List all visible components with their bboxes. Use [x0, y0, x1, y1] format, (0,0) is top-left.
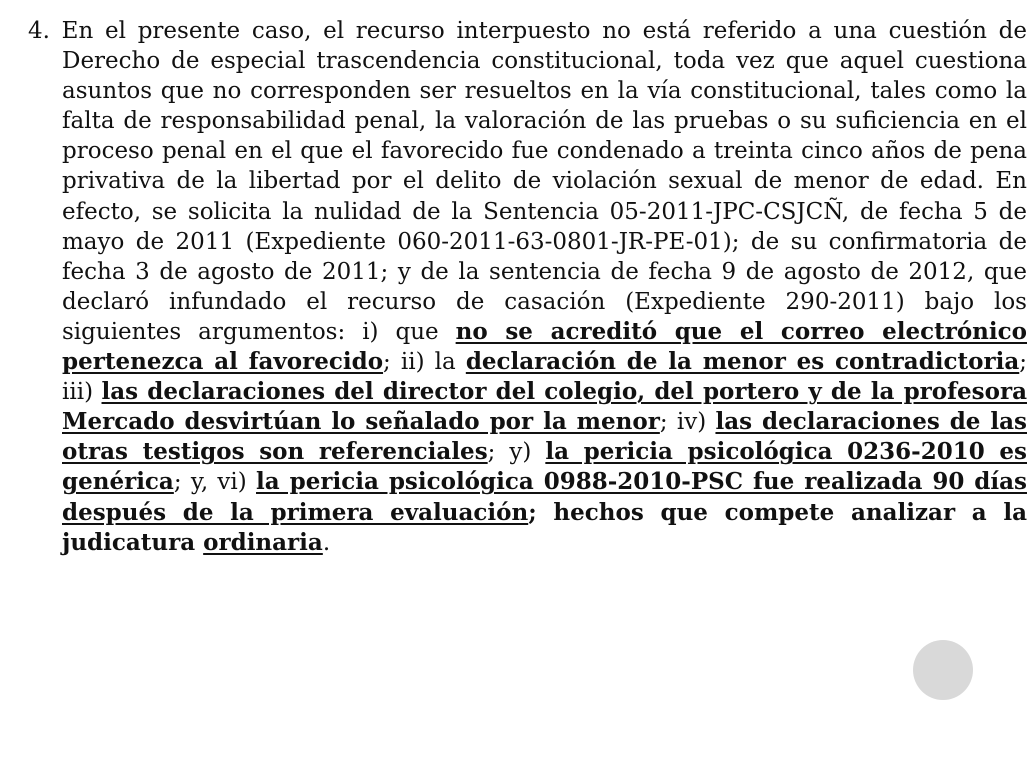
- argument-6: la pericia psicológica 0988-2010-PSC fue realizada 90 días después de la primera evaluación: [62, 468, 1027, 526]
- argument-2: declaración de la menor es contradictoria: [465, 348, 1020, 376]
- paragraph-text-2: ; ii) la: [383, 349, 466, 376]
- paragraph-text-6: ; y, vi): [173, 469, 257, 496]
- argument-1: no se acreditó que el correo electrónico pertenezca al favorecido: [62, 317, 1027, 376]
- decorative-circle: [913, 640, 973, 700]
- item-number: 4.: [28, 18, 50, 44]
- paragraph-end: .: [322, 529, 331, 556]
- argument-3: las declaraciones del director del colegio, del portero y de la profesora Mercado desvirtúan lo señalado por la menor: [62, 378, 1027, 436]
- argument-4: las declaraciones de las otras testigos son referenciales: [62, 408, 1027, 466]
- paragraph-text-5: ; y): [487, 439, 546, 466]
- conclusion-text: ; hechos que compete analizar a la judicatura: [62, 498, 1027, 556]
- paragraph-text-3: ; iii): [62, 349, 1027, 406]
- paragraph-item-4: [28, 16, 1027, 558]
- conclusion-underlined: ordinaria: [203, 528, 323, 556]
- paragraph-text-1: En el presente caso, el recurso interpuesto no está referido a una cuestión de Derecho de especial trascendencia constitucional, toda vez que aquel cuestiona asuntos que no corresponden ser resueltos en la vía constitucional, tales como la falta de responsabilidad penal, la valoración de las pruebas o su suficiencia en el proceso penal en el que el favorecido fue condenado a treinta cinco años de pena privativa de la libertad por el delito de violación sexual de menor de edad. En efecto, se solicita la nulidad de la Sentencia 05-2011-JPC-CSJCÑ, de fecha 5 de mayo de 2011 (Expediente 060-2011-63-0801-JR-PE-01); de su confirmatoria de fecha 3 de agosto de 2011; y de la sentencia de fecha 9 de agosto de 2012, que declaró infundado el recurso de casación (Expediente 290-2011) bajo los siguientes argumentos: i) que: [49, 18, 1027, 345]
- paragraph-text-4: ; iv): [659, 409, 716, 436]
- argument-5: la pericia psicológica 0236-2010 es genérica: [62, 438, 1027, 496]
